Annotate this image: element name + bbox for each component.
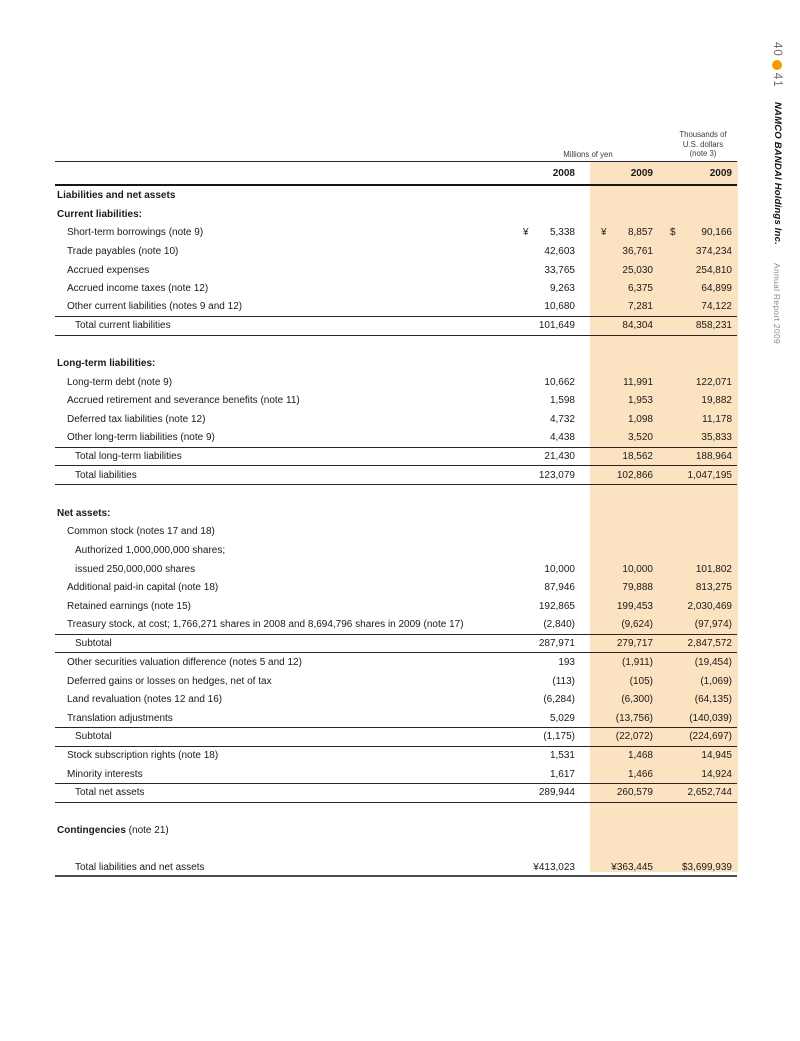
spacer-row <box>55 803 737 822</box>
value-2009-yen: 7,281 <box>627 301 653 313</box>
row-label: Deferred tax liabilities (note 12) <box>67 414 206 426</box>
value-2009-yen: 84,304 <box>622 320 653 332</box>
value-2009-yen: (105) <box>629 675 653 687</box>
page-number-right: 41 <box>771 72 783 88</box>
row-label: Total liabilities and net assets <box>75 861 205 873</box>
row-label: Other long-term liabilities (note 9) <box>67 432 215 444</box>
value-2008: 1,531 <box>549 750 575 762</box>
value-2009-usd: 858,231 <box>695 320 732 332</box>
row-label: Common stock (notes 17 and 18) <box>67 526 215 538</box>
currency-symbol: $ <box>670 227 676 239</box>
value-2009-usd: (19,454) <box>694 657 732 669</box>
row-label: Authorized 1,000,000,000 shares; <box>75 544 226 556</box>
row-label: Current liabilities: <box>57 208 143 220</box>
value-2008: 21,430 <box>544 450 575 462</box>
value-2009-yen: 1,466 <box>627 768 653 780</box>
table-row <box>55 205 737 224</box>
value-2009-yen: (9,624) <box>621 619 653 631</box>
value-2009-yen: ¥363,445 <box>611 861 653 873</box>
value-2008: 10,662 <box>544 376 575 388</box>
row-label: Translation adjustments <box>67 712 173 724</box>
year-column-2008: 2008 <box>552 167 575 179</box>
value-2009-yen: 6,375 <box>627 283 653 295</box>
unit-usd-label <box>655 130 751 159</box>
table-row <box>55 747 737 766</box>
row-label: Total liabilities <box>75 469 137 481</box>
value-2008: 87,946 <box>544 582 575 594</box>
row-label: Subtotal <box>75 637 112 649</box>
value-2009-usd: $ 90,166 <box>670 227 732 239</box>
value-2009-yen: 260,579 <box>616 787 653 799</box>
value-2009-yen: 1,953 <box>627 395 653 407</box>
table-row <box>55 821 737 840</box>
value-2009-usd: 11,178 <box>702 414 732 426</box>
table-row <box>55 784 737 803</box>
value-2009-yen: 102,866 <box>616 469 653 481</box>
value-2008: 287,971 <box>538 637 575 649</box>
table-row <box>55 616 737 635</box>
table-row <box>55 392 737 411</box>
page-dot-icon <box>772 60 782 70</box>
row-label: Stock subscription rights (note 18) <box>67 750 219 762</box>
row-label: Treasury stock, at cost; 1,766,271 shares in 2008 and 8,694,796 shares in 2009 (note 17) <box>67 619 464 631</box>
table-row <box>55 728 737 747</box>
unit-usd-line-1: Thousands of <box>679 130 727 140</box>
value-2009-usd: 2,030,469 <box>687 600 732 612</box>
value-2009-usd: 64,899 <box>701 283 732 295</box>
value-2009-usd: (97,974) <box>694 619 732 631</box>
value-2009-yen: 11,991 <box>623 376 653 388</box>
value-2009-usd: 14,945 <box>701 750 732 762</box>
table-row <box>55 709 737 728</box>
value-2008: 289,944 <box>538 787 575 799</box>
table-row <box>55 597 737 616</box>
row-label: Other current liabilities (notes 9 and 12) <box>67 301 243 313</box>
row-label: Land revaluation (notes 12 and 16) <box>67 694 223 706</box>
value-2009-usd: (64,135) <box>694 694 732 706</box>
sidebar <box>770 42 784 344</box>
year-column-2009-usd: 2009 <box>709 167 732 179</box>
value-2009-usd: (140,039) <box>689 712 732 724</box>
table-row <box>55 504 737 523</box>
value-2009-yen: 279,717 <box>616 637 653 649</box>
value-2009-usd: $3,699,939 <box>681 861 732 873</box>
value-2009-usd: 1,047,195 <box>687 469 732 481</box>
table-unit-header <box>55 125 737 161</box>
value-2009-yen: 10,000 <box>622 563 653 575</box>
spacer-row <box>55 840 737 859</box>
value-2008: 9,263 <box>549 283 575 295</box>
currency-symbol: ¥ <box>601 227 607 239</box>
report-title: Annual Report 2009 <box>772 262 782 344</box>
row-label: Total net assets <box>75 787 145 799</box>
value-2008: (113) <box>552 675 575 687</box>
table-row <box>55 859 737 878</box>
value-2009-yen: 79,888 <box>622 582 653 594</box>
value-2008: 10,000 <box>544 563 575 575</box>
table-row <box>55 560 737 579</box>
table-row <box>55 410 737 429</box>
row-label: Total current liabilities <box>75 320 171 332</box>
value-2009-yen: (6,300) <box>621 694 653 706</box>
value-2008: 101,649 <box>538 320 575 332</box>
table-row <box>55 765 737 784</box>
value-2008: 5,029 <box>549 712 575 724</box>
row-label: Minority interests <box>67 768 143 780</box>
value-2009-yen: ¥ 8,857 <box>601 227 653 239</box>
table-row <box>55 691 737 710</box>
table-row <box>55 279 737 298</box>
value-2008: 4,438 <box>549 432 575 444</box>
value-2009-usd: 122,071 <box>695 376 732 388</box>
value-2008: (2,840) <box>543 619 575 631</box>
spacer-row <box>55 485 737 504</box>
table-row <box>55 635 737 654</box>
page-number-left: 40 <box>771 42 783 57</box>
table-row <box>55 354 737 373</box>
value-2008: ¥ 5,338 <box>523 227 575 239</box>
value-2008: 193 <box>558 657 575 669</box>
value-2008: ¥413,023 <box>533 861 575 873</box>
table-row <box>55 317 737 336</box>
row-label: Accrued retirement and severance benefits (note 11) <box>67 395 300 407</box>
value-2008: 123,079 <box>538 469 575 481</box>
row-label: Total long-term liabilities <box>75 450 182 462</box>
row-label: Short-term borrowings (note 9) <box>67 227 204 239</box>
unit-usd-line-2: U.S. dollars <box>682 139 724 149</box>
table-row <box>55 429 737 448</box>
table-row <box>55 223 737 242</box>
table-row <box>55 541 737 560</box>
table-row <box>55 578 737 597</box>
table-row <box>55 373 737 392</box>
value-2009-usd: 35,833 <box>701 432 732 444</box>
table-row <box>55 448 737 467</box>
table-row <box>55 186 737 205</box>
table-row <box>55 672 737 691</box>
value-2009-yen: 1,098 <box>627 414 653 426</box>
value-2008: 33,765 <box>544 264 575 276</box>
row-label: issued 250,000,000 shares <box>75 563 196 575</box>
row-label: Trade payables (note 10) <box>67 245 179 257</box>
row-label: Subtotal <box>75 731 112 743</box>
value-2008: 10,680 <box>544 301 575 313</box>
value-2009-usd: 374,234 <box>695 245 732 257</box>
value-2008: 42,603 <box>544 245 575 257</box>
value-2009-usd: 74,122 <box>701 301 732 313</box>
row-label: Net assets: <box>57 507 111 519</box>
unit-usd-line-3: (note 3) <box>689 149 717 159</box>
row-label: Additional paid-in capital (note 18) <box>67 582 219 594</box>
table-row <box>55 242 737 261</box>
value-2009-usd: 19,882 <box>701 395 732 407</box>
value-2008: 1,598 <box>549 395 575 407</box>
row-label: Deferred gains or losses on hedges, net of tax <box>67 675 272 687</box>
row-label: Retained earnings (note 15) <box>67 600 191 612</box>
value-2008: 1,617 <box>549 768 575 780</box>
table-row <box>55 298 737 317</box>
value-2009-usd: 14,924 <box>701 768 732 780</box>
financial-table <box>55 125 737 877</box>
year-header-row <box>55 161 737 186</box>
table-row <box>55 466 737 485</box>
value-2009-yen: 3,520 <box>627 432 653 444</box>
value-2009-usd: 813,275 <box>695 582 732 594</box>
value-2009-yen: (13,756) <box>615 712 653 724</box>
row-label: Accrued income taxes (note 12) <box>67 283 209 295</box>
table-body <box>55 186 737 877</box>
row-label: Liabilities and net assets <box>57 189 176 201</box>
company-name: NAMCO BANDAI Holdings Inc. <box>772 101 783 245</box>
table-row <box>55 522 737 541</box>
value-2009-yen: (22,072) <box>615 731 653 743</box>
value-2009-yen: 25,030 <box>622 264 653 276</box>
value-2008: (6,284) <box>543 694 575 706</box>
value-2009-usd: 2,652,744 <box>687 787 732 799</box>
spacer-row <box>55 336 737 355</box>
row-label: Contingencies (note 21) <box>57 825 169 837</box>
value-2009-usd: (224,697) <box>689 731 732 743</box>
value-2009-usd: 254,810 <box>695 264 732 276</box>
value-2009-yen: (1,911) <box>622 657 653 669</box>
value-2009-yen: 1,468 <box>627 750 653 762</box>
value-2008: 192,865 <box>538 600 575 612</box>
value-2008: 4,732 <box>549 414 575 426</box>
row-label: Other securities valuation difference (notes 5 and 12) <box>67 657 302 669</box>
value-2009-usd: 188,964 <box>695 450 732 462</box>
row-label: Accrued expenses <box>67 264 150 276</box>
table-row <box>55 261 737 280</box>
value-2009-yen: 36,761 <box>622 245 653 257</box>
value-2009-usd: 2,847,572 <box>687 637 732 649</box>
value-2009-usd: 101,802 <box>695 563 732 575</box>
row-label: Long-term debt (note 9) <box>67 376 173 388</box>
year-column-2009-yen: 2009 <box>630 167 653 179</box>
unit-millions-label: Millions of yen <box>563 150 613 159</box>
value-2008: (1,175) <box>543 731 575 743</box>
value-2009-usd: (1,069) <box>700 675 732 687</box>
table-row <box>55 653 737 672</box>
value-2009-yen: 18,562 <box>622 450 653 462</box>
row-label: Long-term liabilities: <box>57 358 156 370</box>
currency-symbol: ¥ <box>523 227 529 239</box>
value-2009-yen: 199,453 <box>616 600 653 612</box>
